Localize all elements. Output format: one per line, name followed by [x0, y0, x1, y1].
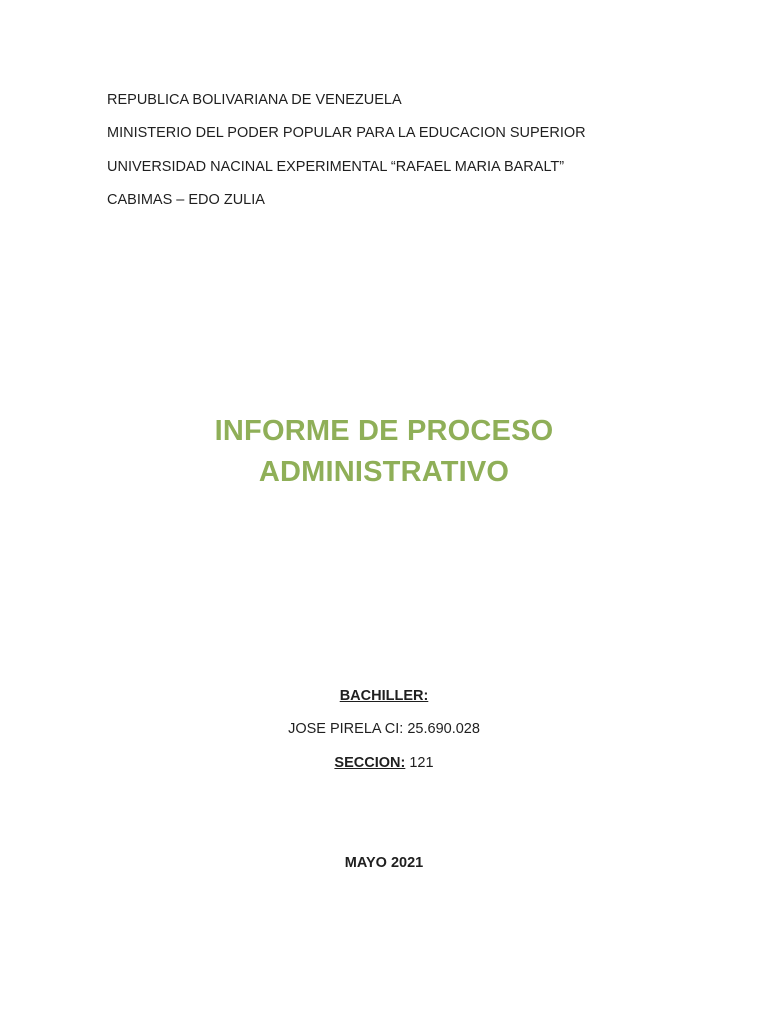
student-name: JOSE PIRELA CI: 25.690.028: [288, 721, 480, 738]
header-line-university: UNIVERSIDAD NACINAL EXPERIMENTAL “RAFAEL MARIA BARALT”: [107, 158, 565, 175]
institution-header: [107, 90, 727, 223]
header-line-country: REPUBLICA BOLIVARIANA DE VENEZUELA: [107, 92, 402, 108]
report-title-line-2: ADMINISTRATIVO: [258, 456, 510, 488]
report-title: [0, 411, 768, 493]
header-line-location: CABIMAS – EDO ZULIA: [107, 191, 265, 208]
seccion-value: 121: [405, 754, 434, 771]
bachiller-label: BACHILLER:: [339, 688, 429, 704]
report-date: MAYO 2021: [344, 855, 424, 871]
report-title-line-1: INFORME DE PROCESO: [214, 415, 554, 447]
student-info: [0, 686, 768, 786]
header-line-ministry: MINISTERIO DEL PODER POPULAR PARA LA EDUCACION SUPERIOR: [107, 125, 586, 142]
seccion-label: SECCION:: [334, 754, 406, 771]
bachiller-line: [0, 686, 768, 706]
seccion-line: [0, 753, 768, 773]
